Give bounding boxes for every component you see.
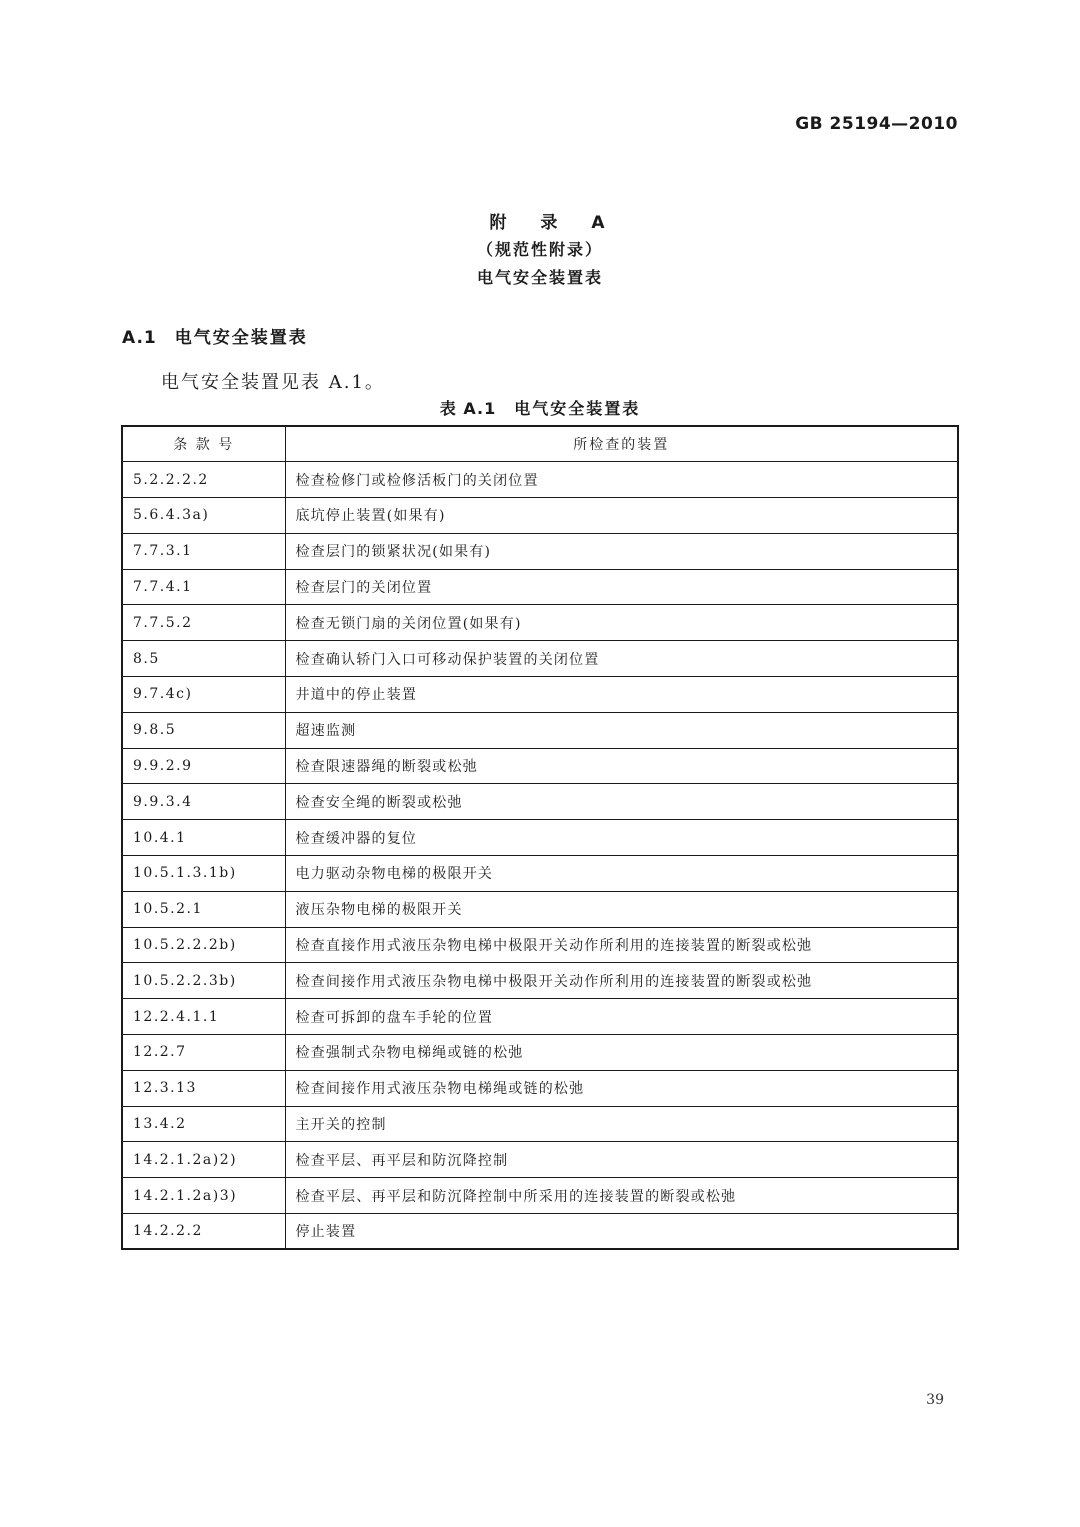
page-number: 39: [926, 1392, 944, 1408]
section-number: A.1: [122, 328, 157, 348]
header-device: 所检查的装置: [285, 426, 958, 462]
device-cell: 检查间接作用式液压杂物电梯绳或链的松弛: [285, 1070, 958, 1106]
table-row: [122, 856, 958, 892]
table-row: [122, 1142, 958, 1178]
device-cell: 检查直接作用式液压杂物电梯中极限开关动作所利用的连接装置的断裂或松弛: [285, 927, 958, 963]
clause-cell: 8.5: [122, 641, 285, 677]
clause-cell: 9.9.2.9: [122, 748, 285, 784]
device-cell: 电力驱动杂物电梯的极限开关: [285, 856, 958, 892]
clause-cell: 12.2.7: [122, 1035, 285, 1071]
clause-cell: 10.5.2.2.2b): [122, 927, 285, 963]
clause-cell: 14.2.2.2: [122, 1214, 285, 1250]
table-caption: [0, 396, 1080, 419]
appendix-type: （规范性附录）: [476, 240, 603, 259]
clause-cell: 12.2.4.1.1: [122, 999, 285, 1035]
clause-cell: 13.4.2: [122, 1106, 285, 1142]
table-row: [122, 1214, 958, 1250]
table-row: [122, 784, 958, 820]
device-cell: 底坑停止装置(如果有): [285, 498, 958, 534]
device-cell: 检查安全绳的断裂或松弛: [285, 784, 958, 820]
clause-cell: 10.5.2.2.3b): [122, 963, 285, 999]
clause-cell: 12.3.13: [122, 1070, 285, 1106]
table-row: [122, 1178, 958, 1214]
device-cell: 检查无锁门扇的关闭位置(如果有): [285, 605, 958, 641]
device-cell: 检查缓冲器的复位: [285, 820, 958, 856]
clause-cell: 7.7.3.1: [122, 533, 285, 569]
device-cell: 检查可拆卸的盘车手轮的位置: [285, 999, 958, 1035]
table-row: [122, 498, 958, 534]
device-cell: 检查平层、再平层和防沉降控制: [285, 1142, 958, 1178]
table-row: [122, 533, 958, 569]
clause-cell: 7.7.4.1: [122, 569, 285, 605]
standard-code: GB 25194—2010: [795, 114, 958, 134]
table-body: [122, 462, 958, 1250]
clause-cell: 10.5.2.1: [122, 891, 285, 927]
clause-cell: 14.2.1.2a)2): [122, 1142, 285, 1178]
table-row: [122, 999, 958, 1035]
clause-cell: 10.4.1: [122, 820, 285, 856]
device-cell: 检查间接作用式液压杂物电梯中极限开关动作所利用的连接装置的断裂或松弛: [285, 963, 958, 999]
device-cell: 井道中的停止装置: [285, 677, 958, 713]
table-row: [122, 712, 958, 748]
table-row: [122, 927, 958, 963]
device-cell: 检查检修门或检修活板门的关闭位置: [285, 462, 958, 498]
table-row: [122, 1070, 958, 1106]
clause-cell: 14.2.1.2a)3): [122, 1178, 285, 1214]
clause-cell: 9.8.5: [122, 712, 285, 748]
device-cell: 检查层门的关闭位置: [285, 569, 958, 605]
table-header-row: [122, 426, 958, 462]
table-row: [122, 641, 958, 677]
clause-cell: 5.2.2.2.2: [122, 462, 285, 498]
device-cell: 停止装置: [285, 1214, 958, 1250]
device-cell: 检查确认轿门入口可移动保护装置的关闭位置: [285, 641, 958, 677]
table-row: [122, 963, 958, 999]
table-row: [122, 820, 958, 856]
appendix-title: 附 录 A: [489, 213, 619, 233]
section-heading: [122, 323, 308, 348]
table-row: [122, 569, 958, 605]
table-row: [122, 462, 958, 498]
safety-devices-table: [121, 425, 959, 1250]
section-paragraph: 电气安全装置见表 A.1。: [161, 372, 385, 393]
clause-cell: 10.5.1.3.1b): [122, 856, 285, 892]
appendix-name: 电气安全装置表: [476, 268, 603, 287]
clause-cell: 7.7.5.2: [122, 605, 285, 641]
clause-cell: 5.6.4.3a): [122, 498, 285, 534]
device-cell: 检查强制式杂物电梯绳或链的松弛: [285, 1035, 958, 1071]
table-row: [122, 891, 958, 927]
header-clause: 条 款 号: [122, 426, 285, 462]
section-title: 电气安全装置表: [174, 328, 308, 348]
table-caption-number: 表 A.1: [439, 399, 497, 418]
table-row: [122, 1035, 958, 1071]
table-row: [122, 677, 958, 713]
device-cell: 主开关的控制: [285, 1106, 958, 1142]
table-row: [122, 1106, 958, 1142]
device-cell: 液压杂物电梯的极限开关: [285, 891, 958, 927]
table-row: [122, 605, 958, 641]
table-row: [122, 748, 958, 784]
table-caption-title: 电气安全装置表: [514, 399, 641, 418]
device-cell: 超速监测: [285, 712, 958, 748]
device-cell: 检查限速器绳的断裂或松弛: [285, 748, 958, 784]
clause-cell: 9.7.4c): [122, 677, 285, 713]
clause-cell: 9.9.3.4: [122, 784, 285, 820]
device-cell: 检查层门的锁紧状况(如果有): [285, 533, 958, 569]
device-cell: 检查平层、再平层和防沉降控制中所采用的连接装置的断裂或松弛: [285, 1178, 958, 1214]
